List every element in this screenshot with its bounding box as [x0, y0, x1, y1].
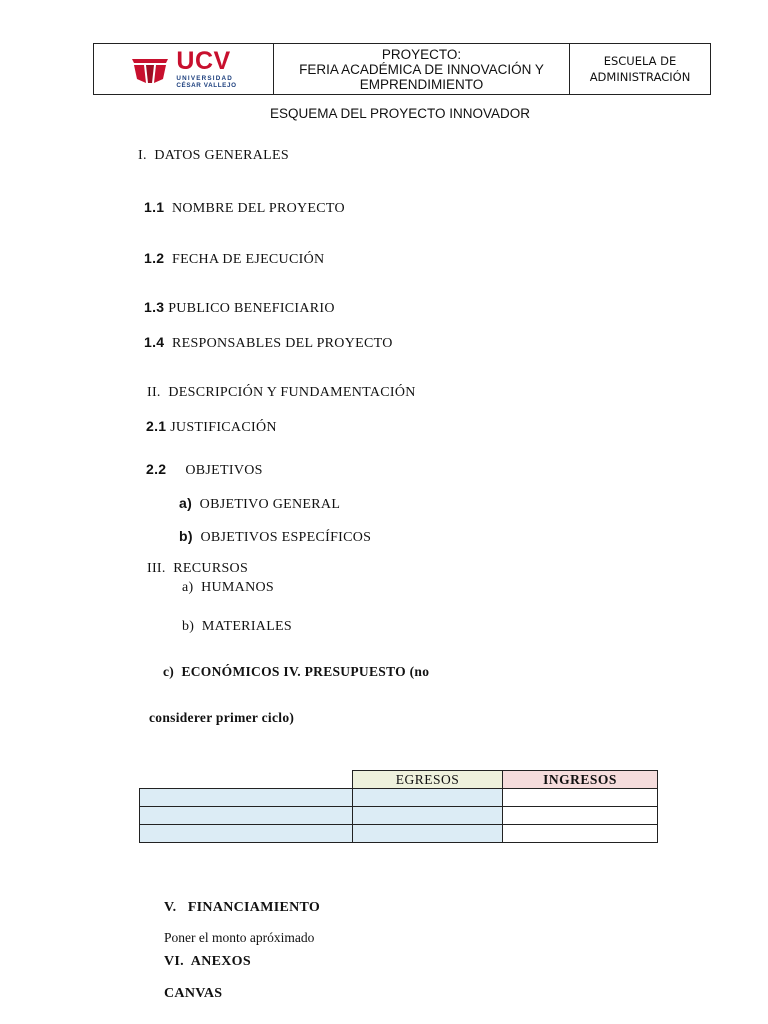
table-cell[interactable]: [353, 789, 503, 807]
table-row: [140, 807, 658, 825]
section-2-1: [146, 418, 277, 436]
section-1-3-text: PUBLICO BENEFICIARIO: [168, 301, 335, 316]
section-1-1: [144, 199, 345, 217]
table-cell[interactable]: [353, 825, 503, 843]
section-1-2-text: FECHA DE EJECUCIÓN: [171, 252, 325, 267]
section-1-3-num: 1.3: [144, 299, 165, 315]
logo-line2: CÉSAR VALLEJO: [176, 82, 237, 89]
ucv-shield-icon: [130, 53, 170, 85]
table-cell[interactable]: [140, 825, 353, 843]
section-3-c-cont: considerer primer ciclo): [149, 710, 295, 725]
section-2-2-num: 2.2: [146, 461, 167, 477]
section-2-num: II.: [147, 385, 161, 400]
budget-header-row: [140, 771, 658, 789]
school-line1: ESCUELA DE: [603, 54, 677, 68]
section-1-3: [144, 299, 335, 317]
table-cell[interactable]: [503, 825, 658, 843]
section-1: [138, 148, 289, 164]
section-3-num: III.: [147, 561, 166, 576]
section-2-2-a: [179, 495, 340, 513]
logo-brand: UCV: [176, 46, 231, 75]
section-2-text: DESCRIPCIÓN Y FUNDAMENTACIÓN: [168, 385, 416, 400]
section-2-2-a-num: a): [179, 495, 193, 511]
section-5-num: V.: [164, 900, 177, 915]
section-6-num: VI.: [164, 954, 184, 969]
budget-header-empty: [140, 771, 353, 789]
section-6-item: CANVAS: [164, 986, 223, 1001]
section-3-b-text: MATERIALES: [201, 619, 292, 634]
section-3-c: [163, 664, 429, 680]
project-cell: [274, 44, 570, 94]
section-3-b: [182, 619, 292, 635]
section-1-4-num: 1.4: [144, 334, 165, 350]
logo-cell: [94, 44, 274, 94]
egresos-header: EGRESOS: [353, 771, 503, 789]
section-6: [164, 954, 251, 970]
section-3: [147, 561, 248, 577]
section-1-1-num: 1.1: [144, 199, 165, 215]
section-2: [147, 385, 416, 401]
table-row: [140, 825, 658, 843]
section-2-2-b: [179, 528, 371, 546]
table-cell[interactable]: [503, 807, 658, 825]
logo-line1: UNIVERSIDAD: [176, 74, 233, 82]
section-3-text: RECURSOS: [173, 561, 249, 576]
section-2-1-num: 2.1: [146, 418, 167, 434]
section-1-4: [144, 334, 393, 352]
project-name-line1: FERIA ACADÉMICA DE INNOVACIÓN Y: [299, 61, 544, 77]
school-line2: ADMINISTRACIÓN: [589, 70, 691, 84]
section-1-2-num: 1.2: [144, 250, 165, 266]
ingresos-header: INGRESOS: [503, 771, 658, 789]
section-3-b-num: b): [182, 619, 195, 634]
school-cell: [570, 44, 710, 94]
section-5-text: FINANCIAMIENTO: [187, 900, 321, 915]
budget-table: [139, 770, 658, 843]
project-label: PROYECTO:: [381, 46, 462, 62]
section-3-c-num: c): [163, 664, 175, 679]
section-2-2-text: OBJETIVOS: [185, 463, 263, 478]
document-header: [93, 43, 711, 95]
section-2-2-b-text: OBJETIVOS ESPECÍFICOS: [200, 530, 372, 545]
table-cell[interactable]: [353, 807, 503, 825]
table-row: [140, 789, 658, 807]
schema-title: ESQUEMA DEL PROYECTO INNOVADOR: [269, 106, 531, 121]
section-1-1-text: NOMBRE DEL PROYECTO: [171, 201, 345, 216]
section-3-a-num: a): [182, 580, 194, 595]
section-1-text: DATOS GENERALES: [154, 148, 289, 163]
section-2-2-b-num: b): [179, 528, 193, 544]
section-1-num: I.: [138, 148, 147, 163]
section-3-a-text: HUMANOS: [201, 580, 274, 595]
table-cell[interactable]: [140, 807, 353, 825]
ucv-logo: [130, 46, 237, 90]
section-2-2-a-text: OBJETIVO GENERAL: [199, 497, 341, 512]
section-5: [164, 900, 320, 916]
section-2-1-text: JUSTIFICACIÓN: [170, 420, 277, 435]
project-name-line2: EMPRENDIMIENTO: [359, 76, 484, 92]
section-2-2: [146, 461, 263, 479]
section-3-a: [182, 580, 274, 596]
section-1-4-text: RESPONSABLES DEL PROYECTO: [171, 336, 393, 351]
section-5-note: Poner el monto apróximado: [164, 930, 315, 945]
table-cell[interactable]: [140, 789, 353, 807]
section-3-c-text: ECONÓMICOS IV. PRESUPUESTO (no: [181, 664, 430, 679]
section-1-2: [144, 250, 324, 268]
section-6-text: ANEXOS: [190, 954, 251, 969]
table-cell[interactable]: [503, 789, 658, 807]
